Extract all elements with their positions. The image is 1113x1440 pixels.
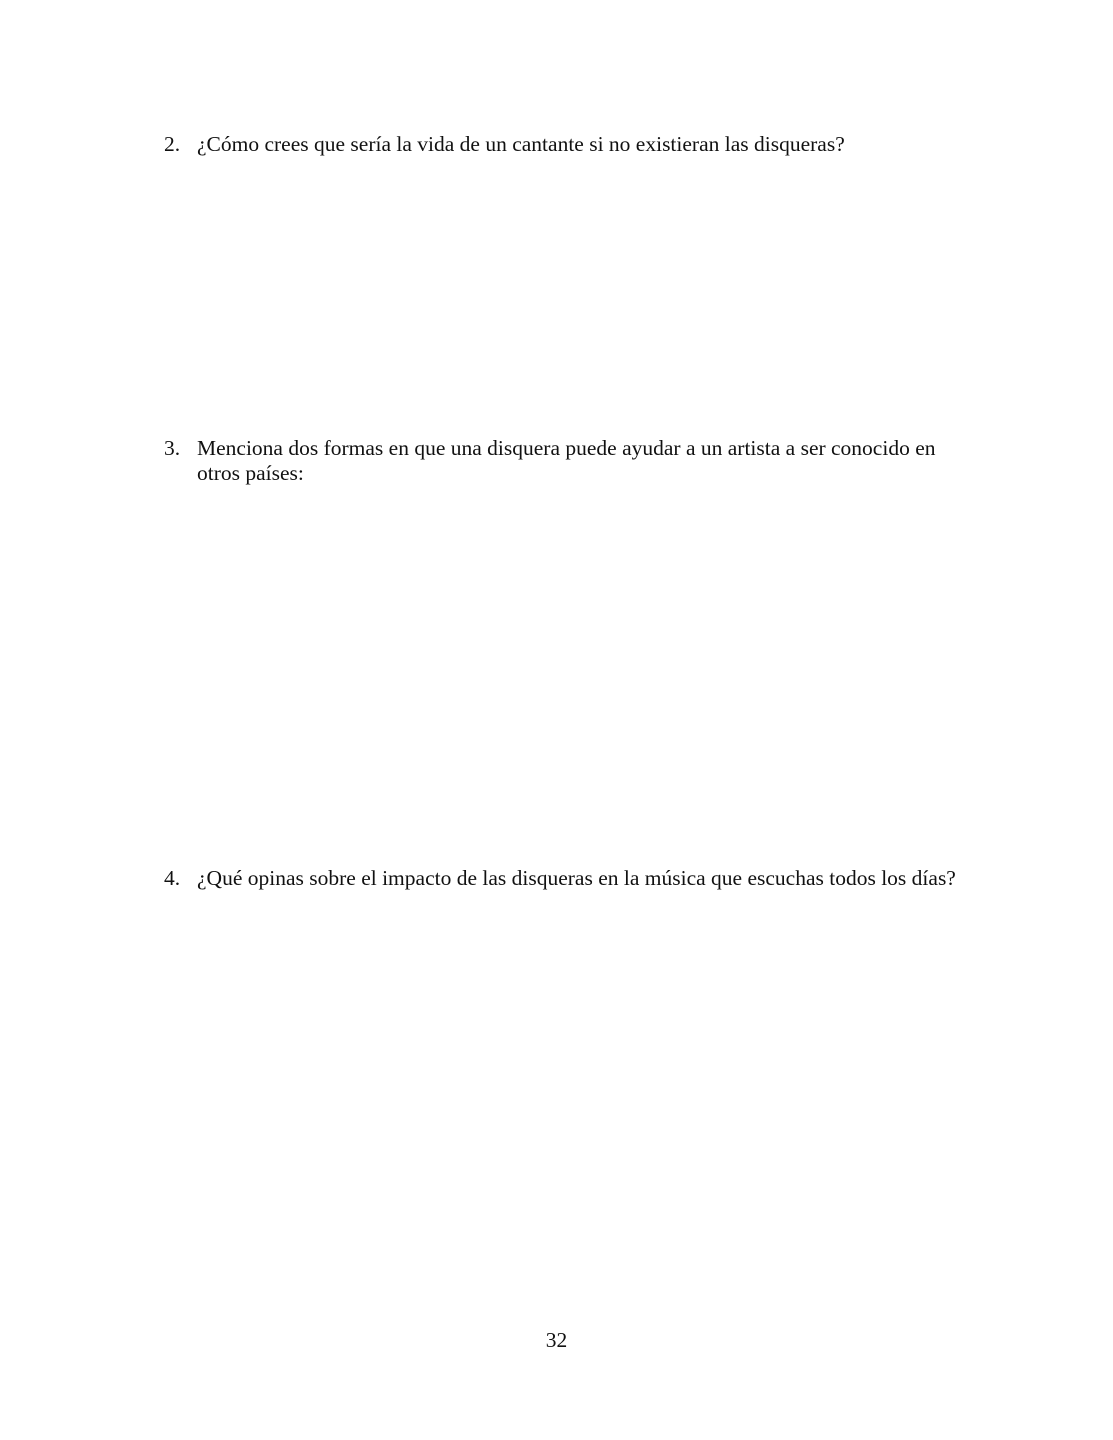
page-number: 32 (545, 1328, 568, 1352)
question-text: ¿Cómo crees que sería la vida de un cantante si no existieran las disqueras? (197, 132, 845, 156)
question-text: ¿Qué opinas sobre el impacto de las disqueras en la música que escuchas todos los días? (197, 866, 956, 890)
question-number: 3. (164, 436, 181, 460)
question-number: 4. (164, 866, 181, 890)
question-text: Menciona dos formas en que una disquera puede ayudar a un artista a ser conocido en otros países: (197, 436, 936, 485)
question-number: 2. (164, 132, 181, 156)
